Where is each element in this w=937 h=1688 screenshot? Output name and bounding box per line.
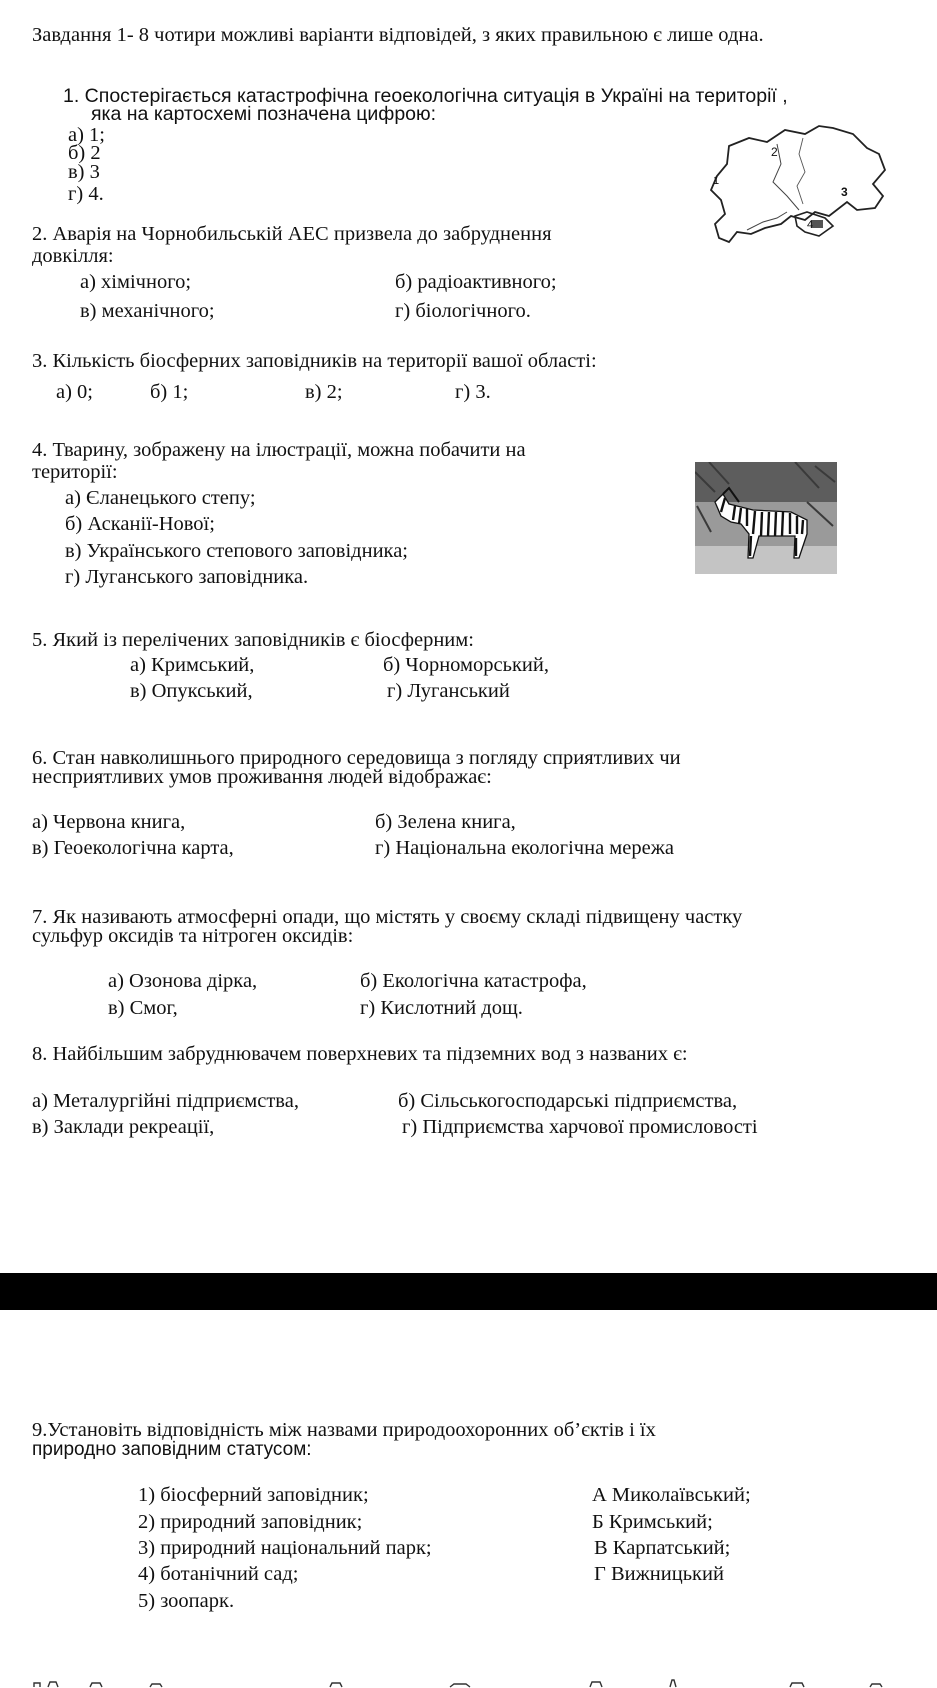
q5-option-d: г) Луганський — [387, 680, 510, 702]
q5-option-c: в) Опукський, — [130, 680, 253, 702]
q2-option-a: а) хімічного; — [80, 271, 192, 293]
q1-option-d: г) 4. — [68, 183, 104, 205]
q6-option-d: г) Національна екологічна мережа — [375, 837, 674, 859]
map-label-2: 2 — [771, 145, 778, 159]
q1-option-c: в) 3 — [68, 161, 100, 183]
q9-right-item-a: А Миколаївський; — [592, 1484, 751, 1506]
q7-text-line1: 7. Як називають атмосферні опади, що містять у своєму складі підвищену частку — [32, 906, 743, 928]
map-label-1: 1 — [713, 175, 720, 187]
q5-text: 5. Який із перелічених заповідників є біосферним: — [32, 629, 474, 651]
q9-right-item-d: Г Вижницький — [594, 1563, 724, 1585]
q3-text: 3. Кількість біосферних заповідників на території вашої області: — [32, 350, 597, 372]
zebra-image — [695, 462, 837, 574]
q4-text-line1: 4. Тварину, зображену на ілюстрації, можна побачити на — [32, 439, 526, 461]
q4-option-a: а) Єланецького степу; — [65, 487, 256, 509]
q7-option-a: а) Озонова дірка, — [108, 970, 258, 992]
q3-option-c: в) 2; — [305, 381, 343, 403]
q9-left-item-1: 1) біосферний заповідник; — [138, 1484, 369, 1506]
q8-option-a: а) Металургійні підприємства, — [32, 1090, 299, 1112]
q1-option-a: а) 1; — [68, 124, 105, 146]
map-river — [797, 138, 805, 204]
q8-option-c: в) Заклади рекреації, — [32, 1116, 215, 1138]
ukraine-map — [707, 124, 927, 256]
q8-option-d: г) Підприємства харчової промисловості — [402, 1116, 758, 1138]
q1-text-line2: яка на картосхемі позначена цифрою: — [91, 103, 437, 125]
q7-option-c: в) Смог, — [108, 997, 178, 1019]
q9-text-line2: природно заповідним статусом: — [32, 1439, 312, 1460]
q8-option-b: б) Сільськогосподарські підприємства, — [398, 1090, 738, 1112]
q4-option-c: в) Українського степового заповідника; — [65, 540, 408, 562]
q6-option-c: в) Геоекологічна карта, — [32, 837, 234, 859]
q1-option-b: б) 2 — [68, 142, 101, 164]
q2-option-d: г) біологічного. — [395, 300, 531, 322]
q6-option-b: б) Зелена книга, — [375, 811, 516, 833]
q3-option-b: б) 1; — [150, 381, 189, 403]
q7-option-d: г) Кислотний дощ. — [360, 997, 523, 1019]
q4-option-d: г) Луганського заповідника. — [65, 566, 309, 588]
q9-left-item-4: 4) ботанічний сад; — [138, 1563, 299, 1585]
q9-text-line1: 9.Установіть відповідність між назвами природоохоронних об’єктів і їх — [32, 1419, 656, 1441]
q3-option-a: а) 0; — [56, 381, 93, 403]
cut-off-glyph-tops — [34, 1680, 882, 1687]
q5-option-b: б) Чорноморський, — [383, 654, 549, 676]
q7-text-line2: сульфур оксидів та нітроген оксидів: — [32, 925, 354, 947]
q1-text-line1: 1. Спостерігається катастрофічна геоекологічна ситуація в Україні на території , — [63, 85, 788, 107]
photo-bush-dark — [695, 462, 837, 502]
map-label-3: 3 — [841, 185, 848, 199]
q4-text-line2: території: — [32, 461, 118, 483]
q9-left-item-2: 2) природний заповідник; — [138, 1511, 363, 1533]
q9-right-item-b: Б Кримський; — [592, 1511, 713, 1533]
q9-left-item-5: 5) зоопарк. — [138, 1590, 235, 1612]
q7-option-b: б) Екологічна катастрофа, — [360, 970, 587, 992]
q6-option-a: а) Червона книга, — [32, 811, 186, 833]
cut-off-text-strip — [30, 1674, 910, 1688]
q2-option-c: в) механічного; — [80, 300, 215, 322]
q5-option-a: а) Кримський, — [130, 654, 255, 676]
q3-option-d: г) 3. — [455, 381, 491, 403]
q4-option-b: б) Асканії-Нової; — [65, 513, 215, 535]
photo-ground — [695, 546, 837, 574]
q2-text-line2: довкілля: — [32, 245, 114, 267]
map-label-4: 4 — [807, 219, 814, 231]
q2-text-line1: 2. Аварія на Чорнобильській АЕС призвела до забруднення — [32, 223, 552, 245]
q9-left-item-3: 3) природний національний парк; — [138, 1537, 432, 1559]
q2-option-b: б) радіоактивного; — [395, 271, 557, 293]
q6-text-line1: 6. Стан навколишнього природного середовища з погляду сприятливих чи — [32, 747, 681, 769]
task-header: Завдання 1- 8 чотири можливі варіанти відповідей, з яких правильною є лише одна. — [32, 24, 764, 46]
q9-right-item-c: В Карпатський; — [594, 1537, 731, 1559]
q6-text-line2: несприятливих умов проживання людей відображає: — [32, 766, 492, 788]
black-separator-band — [0, 1273, 937, 1310]
q8-text: 8. Найбільшим забруднювачем поверхневих та підземних вод з названих є: — [32, 1043, 688, 1065]
